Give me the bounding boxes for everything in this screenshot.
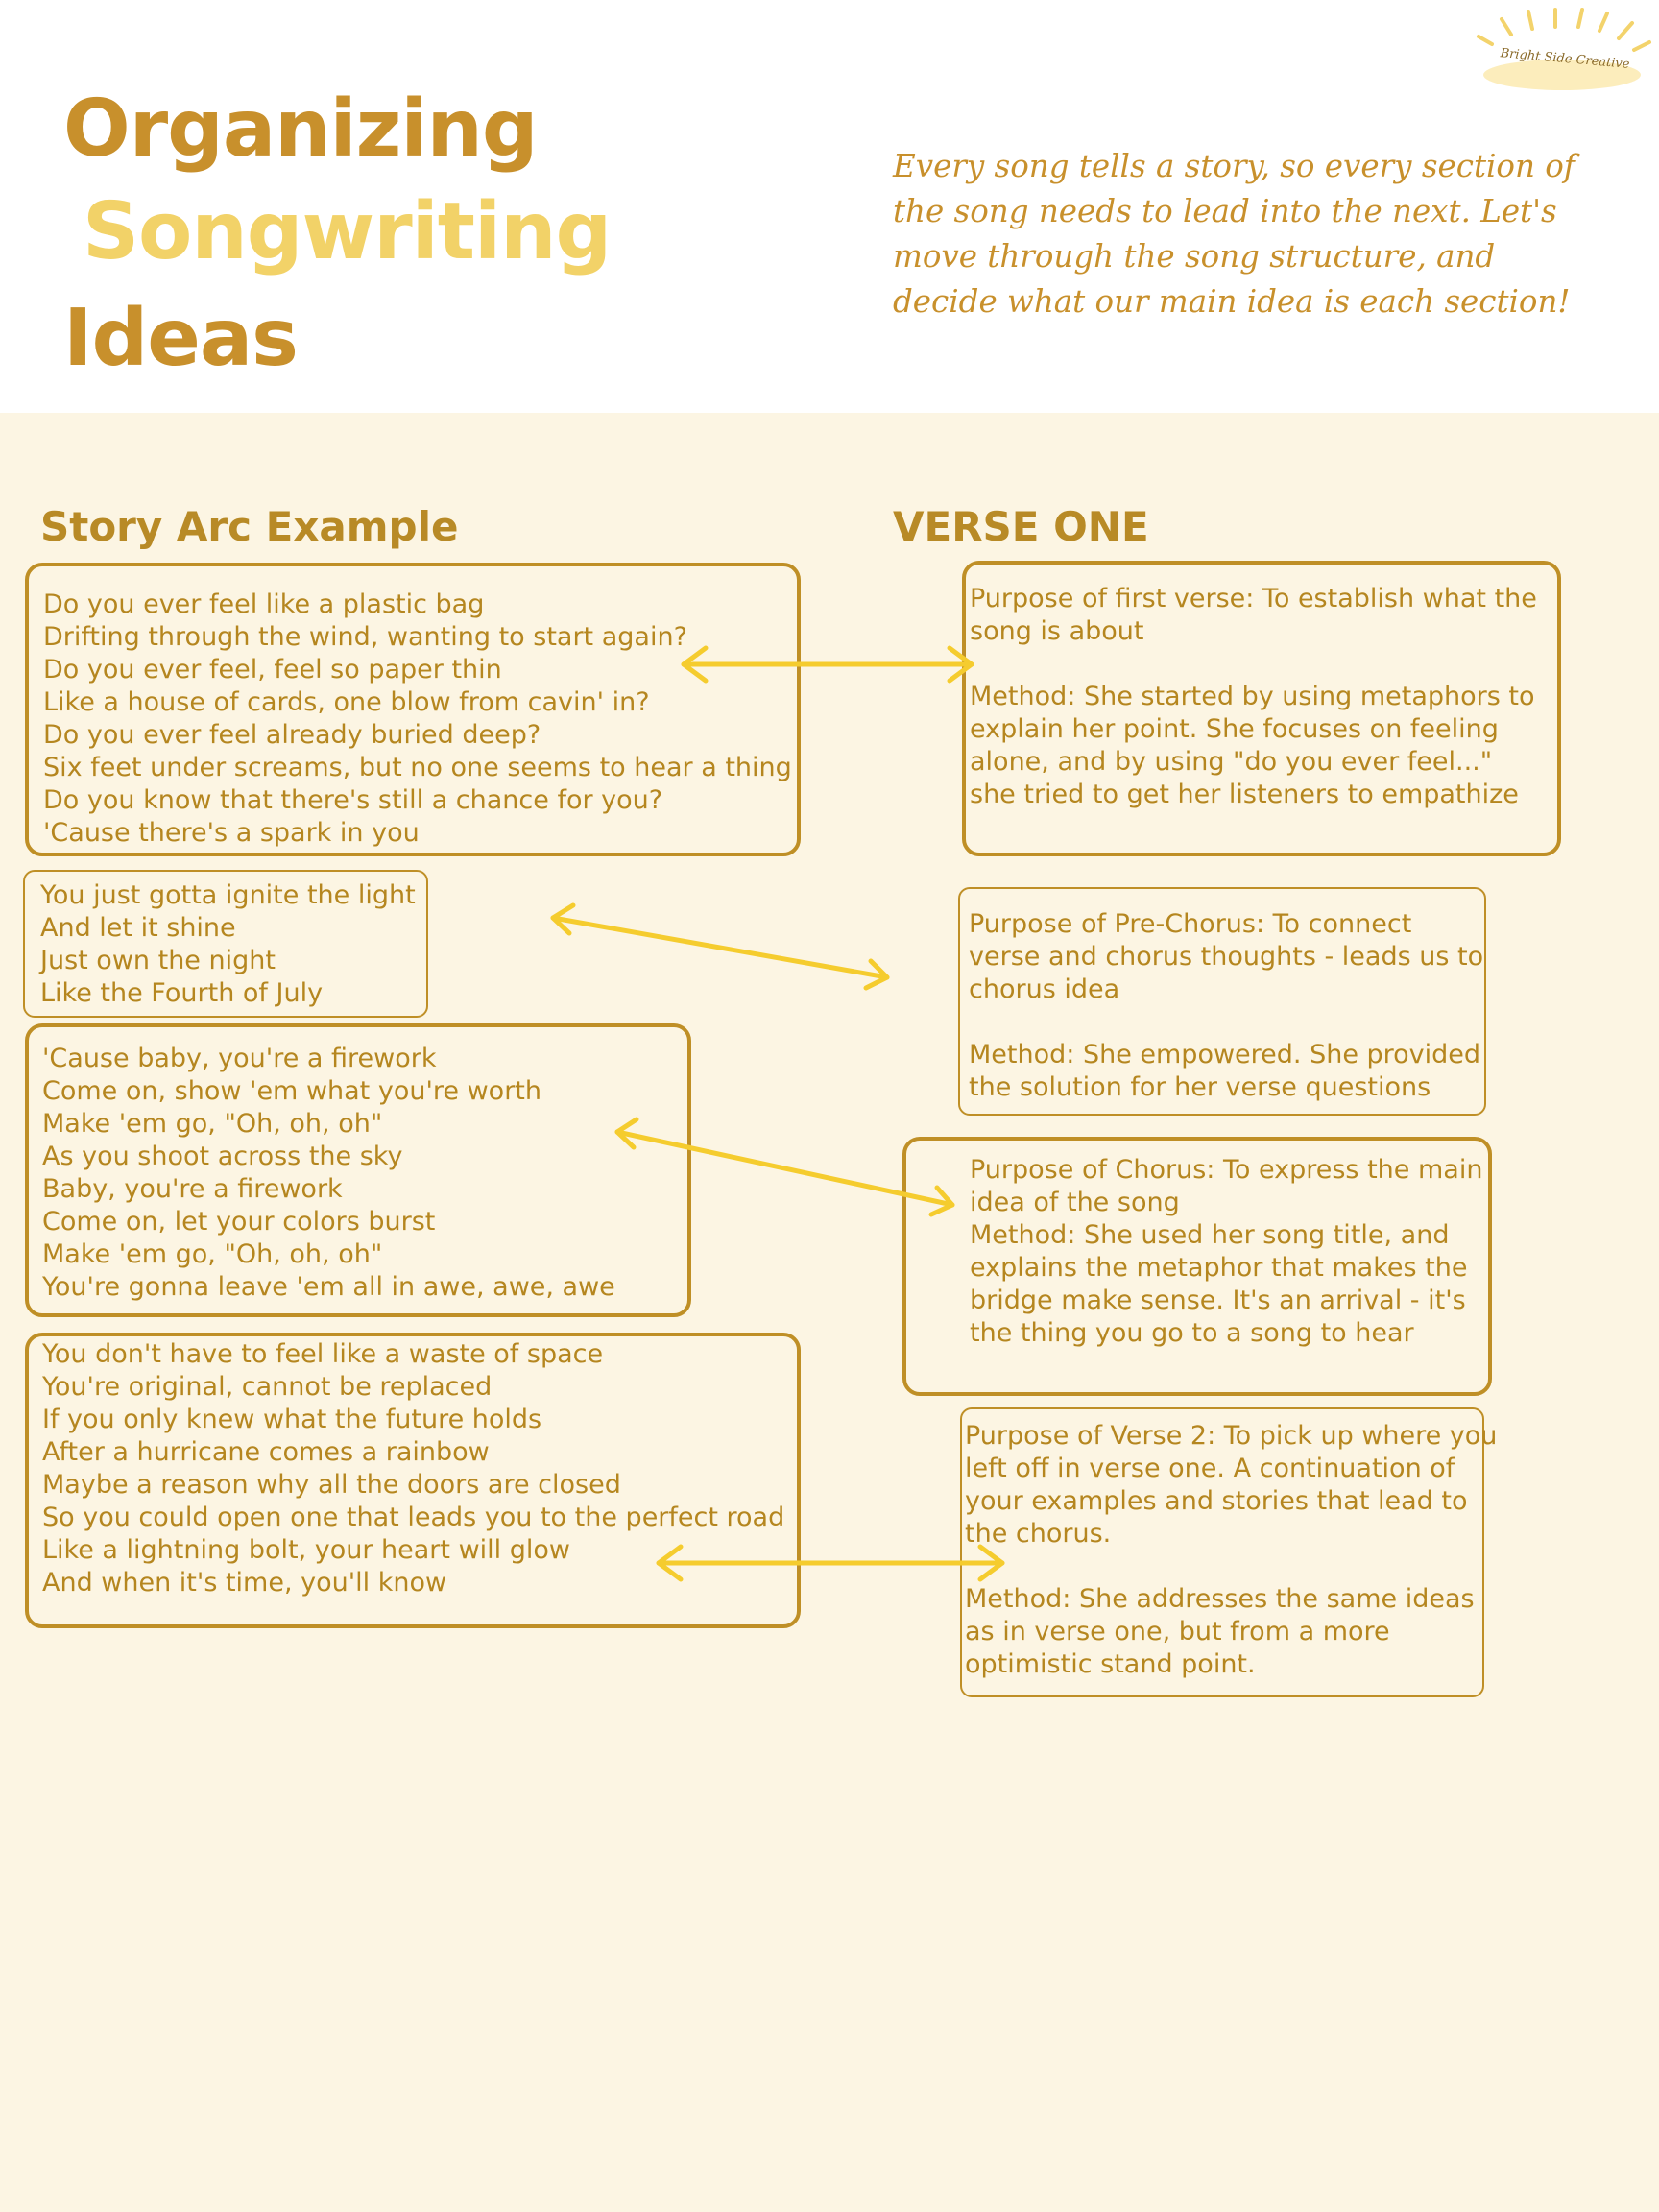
lyrics-box-chorus [25,1023,691,1317]
lyrics-verse2-text: You don't have to feel like a waste of space You're original, cannot be replaced If you only knew what the future holds After a hurricane comes a rainbow Maybe a reason why all the doors are closed So you could open one that leads you to the perfect road Like a lightning bolt, your heart will glow And when it's time, you'll know [42,1339,785,1598]
explanation-verse1-text: Purpose of first verse: To establish what the song is about Method: She started by using metaphors to explain her point. She focuses on feeling alone, and by using "do you ever feel..." she tried to get her listeners to empathize [970,584,1537,809]
title-line-ideas: Ideas [63,293,298,384]
explanation-verse2-text: Purpose of Verse 2: To pick up where you left off in verse one. A continuation of your examples and stories that lead to the chorus. Method: She addresses the same ideas as in verse one, but from a more optimistic stand point. [965,1421,1498,1679]
logo-text: Bright Side Creative [1499,46,1631,72]
lyrics-chorus-text: 'Cause baby, you're a firework Come on, show 'em what you're worth Make 'em go, "Oh, oh, oh" As you shoot across the sky Baby, you're a firework Come on, let your colors burst Make 'em go, "Oh, oh, oh" You're gonna leave 'em all in awe, awe, awe [42,1044,615,1302]
lyrics-box-verse2 [25,1333,801,1628]
lyrics-prechorus-text: You just gotta ignite the light And let it shine Just own the night Like the Fourth of July [40,880,416,1008]
explanation-prechorus-text: Purpose of Pre-Chorus: To connect verse and chorus thoughts - leads us to chorus idea Method: She empowered. She provided the solution for her verse questions [969,909,1484,1102]
title-line-songwriting: Songwriting [83,186,612,277]
intro-text: Every song tells a story, so every section of the song needs to lead into the next. Let's move through the song structure, and decide what our main idea is each section! [893,148,1575,320]
explanation-box-verse1 [962,561,1561,856]
title-line-organizing: Organizing [63,84,538,175]
explanation-box-verse2 [960,1407,1498,1697]
story-arc-heading: Story Arc Example [40,503,459,550]
explanation-chorus-text: Purpose of Chorus: To express the main idea of the song Method: She used her song title, and explains the metaphor that makes the bridge make sense. It's an arrival - it's the thing you go to a song to hear [970,1155,1483,1348]
explanation-box-chorus [902,1137,1492,1396]
lyrics-box-verse1 [25,563,801,856]
explanation-box-prechorus [958,887,1486,1116]
lyrics-box-prechorus [23,870,428,1018]
lyrics-verse1-text: Do you ever feel like a plastic bag Drifting through the wind, wanting to start again? Do you ever feel, feel so paper thin Like a house of cards, one blow from cavin' in? Do you ever feel already buried deep? Six feet under screams, but no one seems to hear a thing Do you know that there's still a chance for you? 'Cause there's a spark in you [43,589,792,848]
verse-one-heading: VERSE ONE [893,503,1149,550]
